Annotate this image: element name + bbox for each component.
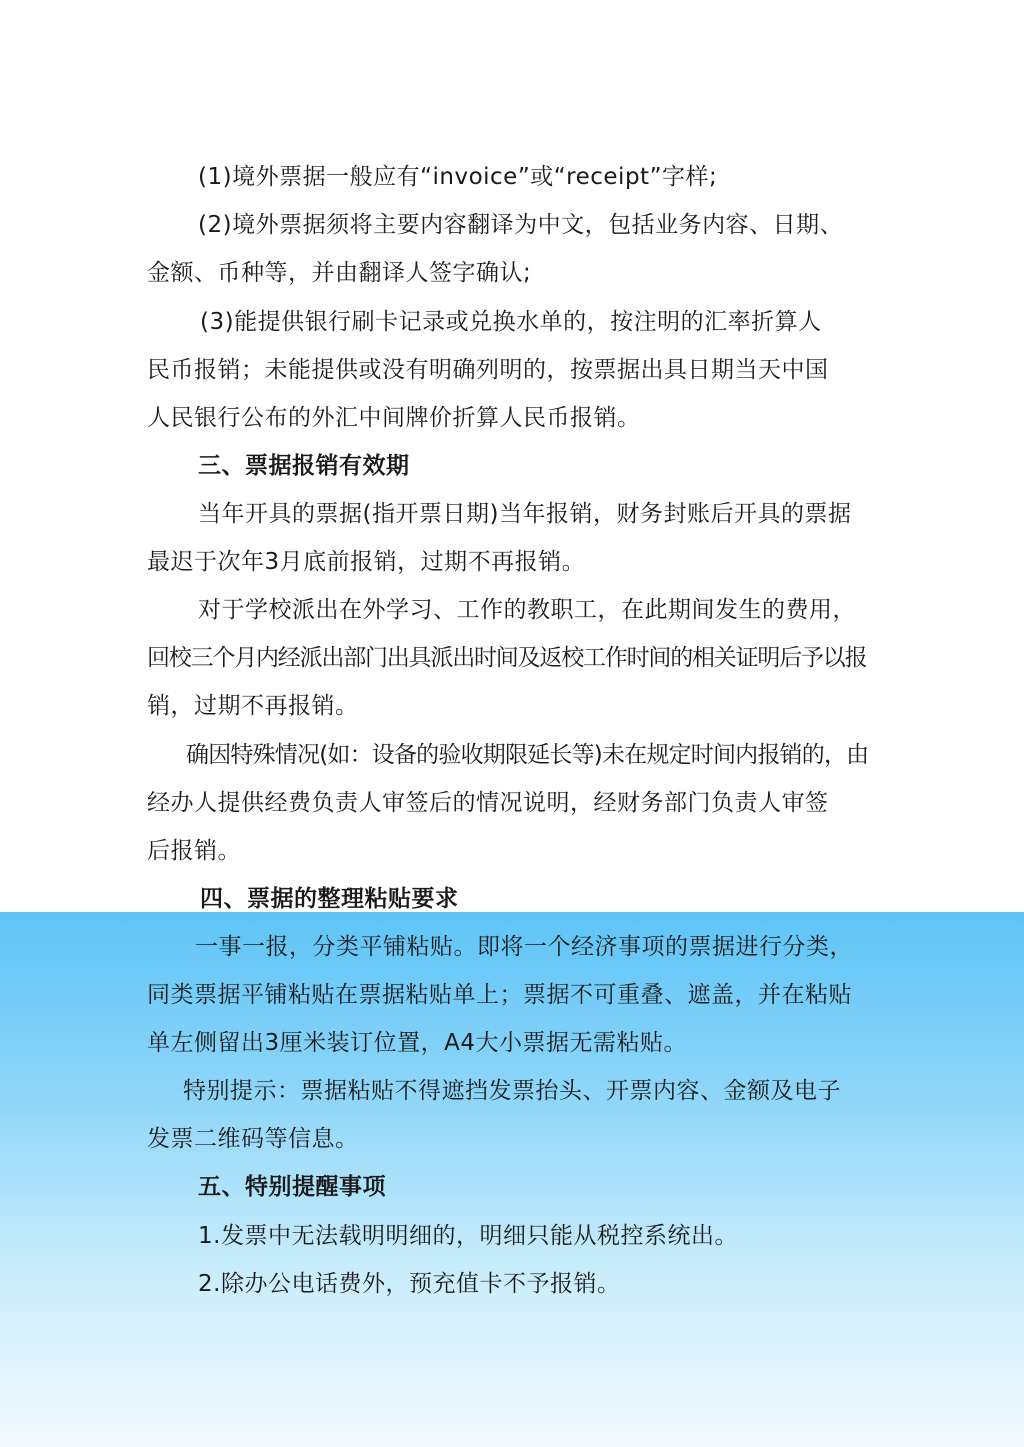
paragraph-line: 特别提示：票据粘贴不得遮挡发票抬头、开票内容、金额及电子 [183,1078,841,1104]
paragraph-line: 单左侧留出3厘米装订位置，A4大小票据无需粘贴。 [147,1030,688,1056]
paragraph-line: 回校三个月内经派出部门出具派出时间及返校工作时间的相关证明后予以报 [147,645,867,671]
section-heading: 四、票据的整理粘贴要求 [200,886,459,912]
section-heading: 三、票据报销有效期 [198,453,410,479]
paragraph-line: 销，过期不再报销。 [147,693,359,719]
paragraph-line: 1.发票中无法载明明细的，明细只能从税控系统出。 [198,1223,738,1249]
paragraph-line: 一事一报，分类平铺粘贴。即将一个经济事项的票据进行分类， [195,934,853,960]
paragraph-line: 最迟于次年3月底前报销，过期不再报销。 [147,549,586,575]
paragraph-line: 后报销。 [147,838,241,864]
paragraph-line: (3)能提供银行刷卡记录或兑换水单的，按注明的汇率折算人 [200,309,822,335]
paragraph-line: 金额、币种等，并由翻译人签字确认; [147,260,532,286]
paragraph-line: 人民银行公布的外汇中间牌价折算人民币报销。 [147,405,641,431]
paragraph-line: 当年开具的票据(指开票日期)当年报销，财务封账后开具的票据 [198,501,852,527]
paragraph-line: (2)境外票据须将主要内容翻译为中文，包括业务内容、日期、 [198,212,844,238]
paragraph-line: 同类票据平铺粘贴在票据粘贴单上；票据不可重叠、遮盖，并在粘贴 [147,982,852,1008]
paragraph-line: 确因特殊情况(如：设备的验收期限延长等)未在规定时间内报销的，由 [186,742,869,768]
paragraph-line: 民币报销；未能提供或没有明确列明的，按票据出具日期当天中国 [147,357,829,383]
paragraph-line: (1)境外票据一般应有“invoice”或“receipt”字样; [198,164,718,190]
paragraph-line: 2.除办公电话费外，预充值卡不予报销。 [198,1271,621,1297]
section-heading: 五、特别提醒事项 [198,1174,386,1200]
paragraph-line: 对于学校派出在外学习、工作的教职工，在此期间发生的费用， [198,597,856,623]
paragraph-line: 经办人提供经费负责人审签后的情况说明，经财务部门负责人审签 [147,790,829,816]
paragraph-line: 发票二维码等信息。 [147,1126,359,1152]
